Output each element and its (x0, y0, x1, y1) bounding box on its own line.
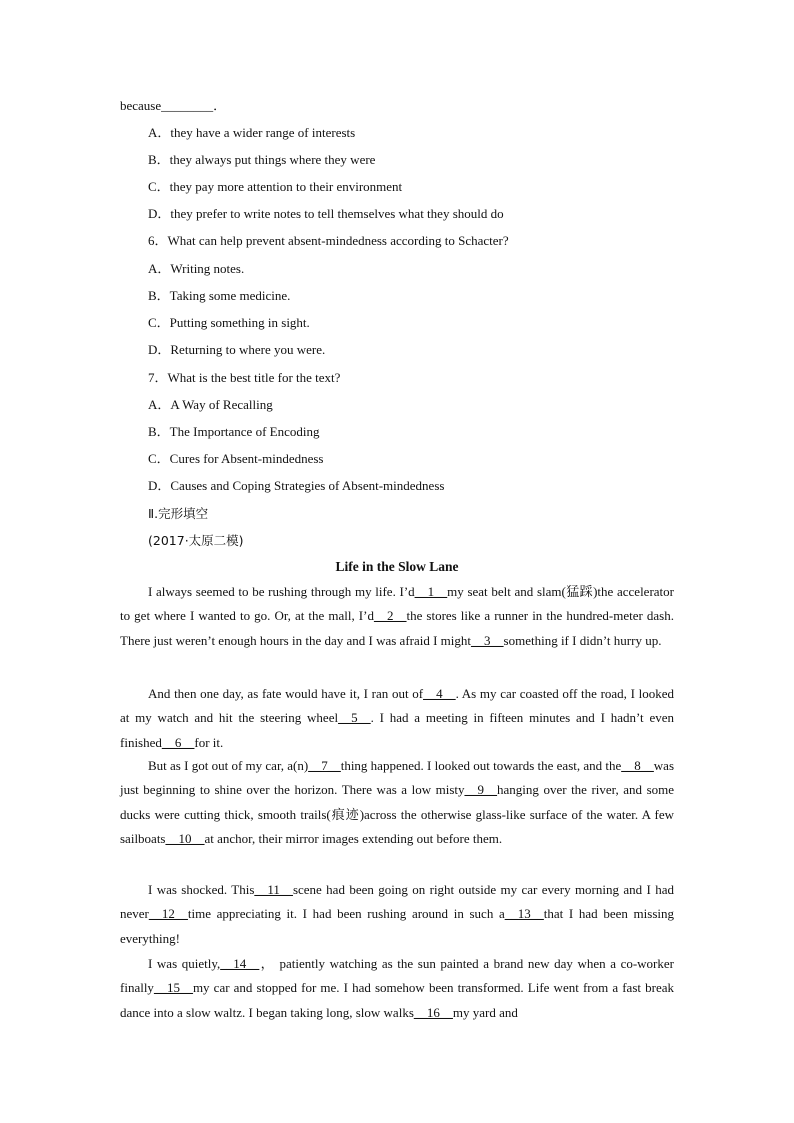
q6-option-d: D．Returning to where you were. (148, 342, 326, 357)
q5-option-b: B．they always put things where they were (148, 152, 376, 167)
question-7-stem: 7．What is the best title for the text? (148, 370, 341, 385)
q5-option-a: A．they have a wider range of interests (148, 125, 356, 140)
blank-5: __5__ (338, 710, 371, 726)
q6-option-b: B．Taking some medicine. (148, 288, 291, 303)
question-6-stem: 6．What can help prevent absent-mindedness according to Schacter? (148, 233, 509, 248)
blank-12: __12__ (148, 906, 188, 922)
q6-option-a: A．Writing notes. (148, 261, 245, 276)
q7-option-c: C．Cures for Absent-mindedness (148, 451, 324, 466)
passage-paragraph-2: And then one day, as fate would have it, I ran out of__4__. As my car coasted off the road, I looked at my watch and hit the steering wheel__5__. I had a meeting in fifteen minutes and I hadn’t even finished__6__for it. (120, 686, 674, 750)
q7-option-b: B．The Importance of Encoding (148, 424, 320, 439)
exam-source: (2017·太原二模) (148, 533, 244, 548)
blank-11: __11__ (254, 882, 293, 897)
blank-2: __2__ (373, 608, 407, 624)
blank-4: __4__ (423, 686, 456, 701)
q7-option-d: D．Causes and Coping Strategies of Absent-mindedness (148, 478, 445, 493)
passage-paragraph-4: I was shocked. This__11__scene had been going on right outside my car every morning and I had never__12__time appreciating it. I had been rushing around in such a__13__that I had been missing everything! (120, 882, 674, 946)
q6-option-c: C．Putting something in sight. (148, 315, 310, 330)
q5-option-d: D．they prefer to write notes to tell themselves what they should do (148, 206, 504, 221)
q5-option-c: C．they pay more attention to their environment (148, 179, 403, 194)
blank-13: __13__ (504, 906, 544, 922)
blank-15: __15__ (153, 980, 193, 996)
passage-paragraph-5: I was quietly,__14__， patiently watching as the sun painted a brand new day when a co-worker finally__15__my car and stopped for me. I had somehow been transformed. Life went from a fast break dance into a slow waltz. I began taking long, slow walks__16__my yard and (120, 956, 674, 1020)
blank-7: __7__ (308, 758, 341, 773)
blank-6: __6__ (161, 734, 195, 750)
blank-3: __3__ (471, 632, 504, 648)
blank-1: __1__ (414, 584, 448, 599)
blank-16: __16__ (413, 1004, 453, 1020)
passage-paragraph-3: But as I got out of my car, a(n)__7__thing happened. I looked out towards the east, and the__8__was just beginning to shine over the horizon. There was a low misty__9__hanging over the river, and some ducks were cutting thick, smooth trails(痕迹)across the otherwise glass-like surface of the water. A few sailboats__10__at anchor, their mirror images extending out before them. (120, 758, 675, 846)
passage-paragraph-1: I always seemed to be rushing through my life. I’d__1__my seat belt and slam(猛踩)the accelerator to get where I wanted to go. Or, at the mall, I’d__2__the stores like a runner in the hundred-meter dash. There just weren’t enough hours in the day and I was afraid I might__3__something if I didn’t hurry up. (120, 584, 674, 648)
blank-14: __14__ (220, 956, 260, 971)
blank-9: __9__ (464, 782, 498, 798)
question-5-stem-continuation: because________． (120, 98, 227, 113)
blank-8: __8__ (621, 758, 654, 773)
passage-title: Life in the Slow Lane (335, 559, 459, 574)
section-heading: Ⅱ.完形填空 (148, 506, 209, 521)
blank-10: __10__ (165, 830, 205, 846)
q7-option-a: A．A Way of Recalling (148, 397, 273, 412)
